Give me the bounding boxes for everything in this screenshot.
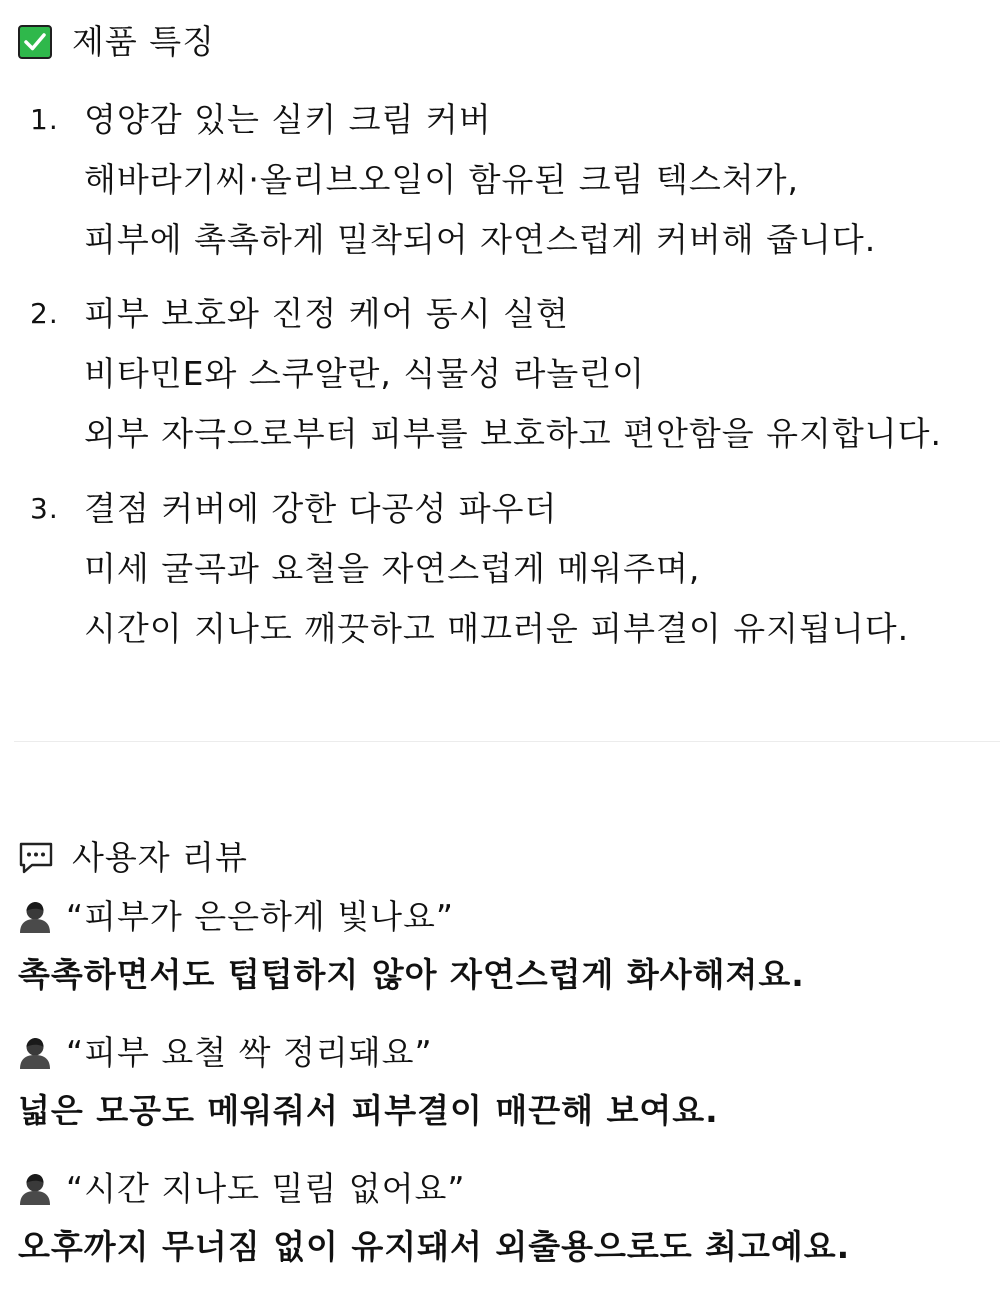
reviews-heading-label: 사용자 리뷰 bbox=[72, 838, 248, 877]
feature-title: 영양감 있는 실키 크림 커버 bbox=[84, 100, 492, 139]
review-quote-row bbox=[18, 1169, 988, 1209]
person-icon bbox=[18, 1172, 52, 1206]
feature-number: 2. bbox=[30, 297, 59, 330]
feature-title: 결점 커버에 강한 다공성 파우더 bbox=[84, 489, 558, 528]
feature-title: 피부 보호와 진정 케어 동시 실현 bbox=[84, 294, 569, 333]
speech-bubble-icon bbox=[18, 841, 54, 875]
feature-description-line: 비타민E와 스쿠알란, 식물성 라놀린이 bbox=[84, 354, 645, 393]
review-body: 촉촉하면서도 텁텁하지 않아 자연스럽게 화사해져요. bbox=[18, 955, 805, 994]
features-heading-label: 제품 특징 bbox=[72, 22, 216, 61]
features-heading bbox=[18, 22, 215, 62]
person-icon bbox=[18, 900, 52, 934]
review-body: 넓은 모공도 메워줘서 피부결이 매끈해 보여요. bbox=[18, 1091, 719, 1130]
review-body: 오후까지 무너짐 없이 유지돼서 외출용으로도 최고예요. bbox=[18, 1227, 851, 1266]
review-item-2 bbox=[18, 1033, 988, 1131]
review-item-3 bbox=[18, 1169, 988, 1267]
feature-description-line: 해바라기씨·올리브오일이 함유된 크림 텍스처가, bbox=[84, 160, 800, 199]
feature-item-2 bbox=[30, 294, 990, 454]
person-icon bbox=[18, 1036, 52, 1070]
review-quote: “시간 지나도 밀림 없어요” bbox=[66, 1169, 466, 1208]
review-item-1 bbox=[18, 897, 988, 995]
feature-title-row bbox=[30, 294, 990, 334]
feature-number: 3. bbox=[30, 492, 59, 525]
feature-title-row bbox=[30, 489, 990, 529]
review-quote: “피부 요철 싹 정리돼요” bbox=[66, 1033, 433, 1072]
review-quote: “피부가 은은하게 빛나요” bbox=[66, 897, 454, 936]
feature-item-1 bbox=[30, 100, 990, 260]
feature-number: 1. bbox=[30, 103, 59, 136]
feature-description-line: 외부 자극으로부터 피부를 보호하고 편안함을 유지합니다. bbox=[84, 414, 943, 453]
feature-item-3 bbox=[30, 489, 990, 649]
reviews-heading bbox=[18, 838, 248, 878]
check-box-icon bbox=[18, 25, 52, 59]
feature-title-row bbox=[30, 100, 990, 140]
feature-description-line: 피부에 촉촉하게 밀착되어 자연스럽게 커버해 줍니다. bbox=[84, 220, 877, 259]
feature-description-line: 미세 굴곡과 요철을 자연스럽게 메워주며, bbox=[84, 549, 701, 588]
review-quote-row bbox=[18, 897, 988, 937]
feature-description-line: 시간이 지나도 깨끗하고 매끄러운 피부결이 유지됩니다. bbox=[84, 609, 910, 648]
section-divider bbox=[14, 741, 1000, 742]
review-quote-row bbox=[18, 1033, 988, 1073]
